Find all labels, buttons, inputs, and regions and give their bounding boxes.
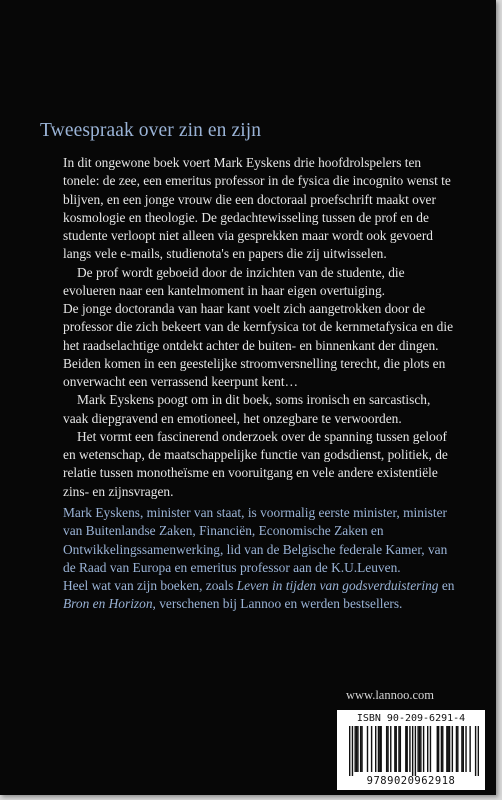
back-cover-title: Tweespraak over zin en zijn — [40, 120, 262, 141]
bio-text-middle: en — [438, 578, 455, 593]
barcode-bar — [360, 726, 361, 772]
barcode — [349, 726, 479, 776]
barcode-bar — [367, 726, 368, 772]
barcode-bar — [463, 726, 464, 772]
bio-text-start: Heel wat van zijn boeken, zoals — [63, 578, 237, 593]
barcode-bar — [409, 726, 410, 772]
blurb-paragraph-2: De prof wordt geboeid door de inzichten van de studente, die evolueren naar een kantelmoment in haar eigen overtuiging. — [63, 264, 405, 298]
barcode-bar — [378, 726, 379, 772]
barcode-bar — [448, 726, 449, 772]
barcode-bar — [357, 726, 358, 772]
barcode-bar — [390, 726, 391, 772]
author-bio-paragraph-2 — [63, 577, 455, 614]
barcode-bar — [438, 726, 439, 772]
blurb-paragraph-3: De jonge doctoranda van haar kant voelt zich aangetrokken door de professor die zich bekeert van de kernfysica tot de kernmetafysica en die het raadselachtige ontdekt achter de buiten- en binnenkant der dingen. Beiden komen in een geestelijke stroomversnelling terecht, die plots en onverwacht een verrassend keerpunt kent… — [63, 301, 454, 389]
barcode-bar — [437, 726, 438, 772]
author-bio-paragraph-1: Mark Eyskens, minister van staat, is voormalig eerste minister, minister van Buitenlandse Zaken, Financiën, Economische Zaken en Ontwikkelingssamenwerking, lid van de Belgische federale Kamer, van de Raad van Europa en emeritus professor aan de K.U.Leuven. — [63, 505, 448, 575]
book-title-1: Leven in tijden van godsverduistering — [236, 578, 439, 593]
barcode-bar — [430, 726, 431, 772]
blurb-paragraph-1: In dit ongewone boek voert Mark Eyskens drie hoofdrolspelers ten tonele: de zee, een emeritus professor in de fysica die incognito wenst te blijven, en een jonge vrouw die een doctoraal proefschrift maakt over kosmologie en theologie. De gedachtewisseling tussen de prof en de studente verloopt niet alleen via gesprekken maar wordt ook gevoerd langs vele e-mails, studienota's en papers die zij uitwisselen. — [63, 155, 451, 262]
barcode-bar — [478, 726, 479, 776]
barcode-bar — [361, 726, 362, 772]
barcode-bar — [427, 726, 428, 772]
barcode-bar — [379, 726, 380, 772]
barcode-bar — [415, 726, 416, 776]
barcode-bar — [387, 726, 388, 772]
barcode-bar — [412, 726, 413, 776]
barcode-bar — [423, 726, 424, 772]
barcode-bar — [380, 726, 381, 772]
barcode-bar — [371, 726, 372, 772]
barcode-bar — [446, 726, 447, 772]
barcode-bar — [457, 726, 458, 772]
barcode-bar — [441, 726, 442, 772]
barcode-bar — [456, 726, 457, 772]
barcode-bar — [419, 726, 420, 772]
barcode-bar — [449, 726, 450, 772]
ean-number: 9789020962918 — [366, 775, 456, 787]
barcode-bar — [461, 726, 462, 772]
barcode-bar — [354, 726, 355, 772]
blurb — [63, 154, 455, 501]
barcode-bar — [475, 726, 476, 776]
barcode-bar — [417, 726, 418, 772]
bio-text-end: , verschenen bij Lannoo en werden bestsellers. — [152, 596, 403, 612]
barcode-bar — [420, 726, 421, 772]
barcode-bar — [375, 726, 376, 772]
author-bio — [63, 504, 455, 614]
barcode-box — [337, 710, 485, 790]
barcode-bar — [352, 726, 353, 776]
book-title-2: Bron en Horizon — [63, 596, 153, 612]
barcode-bar — [394, 726, 395, 772]
barcode-bar — [405, 726, 406, 772]
barcode-bar — [356, 726, 357, 772]
barcode-bar — [396, 726, 397, 772]
barcode-bar — [465, 726, 466, 772]
barcode-bar — [442, 726, 443, 772]
barcode-bar — [400, 726, 401, 772]
blurb-paragraph-5: Het vormt een fascinerend onderzoek over de spanning tussen geloof en wetenschap, de maatschappelijke functie van godsdienst, politiek, de relatie tussen monotheïsme en vooruitgang en vele andere existentiële zins- en zijnsvragen. — [63, 428, 448, 499]
barcode-bar — [398, 726, 399, 772]
barcode-bar — [386, 726, 387, 772]
blurb-paragraph-4: Mark Eyskens poogt om in dit boek, soms ironisch en sarcastisch, vaak diepgravend en emotioneel, het onzegbare te verwoorden. — [63, 392, 431, 426]
barcode-bar — [452, 726, 453, 772]
barcode-bar — [469, 726, 470, 772]
publisher-website: www.lannoo.com — [345, 688, 434, 702]
barcode-bar — [406, 726, 407, 772]
isbn-label: ISBN 90-209-6291-4 — [356, 713, 466, 724]
barcode-bar — [349, 726, 350, 776]
